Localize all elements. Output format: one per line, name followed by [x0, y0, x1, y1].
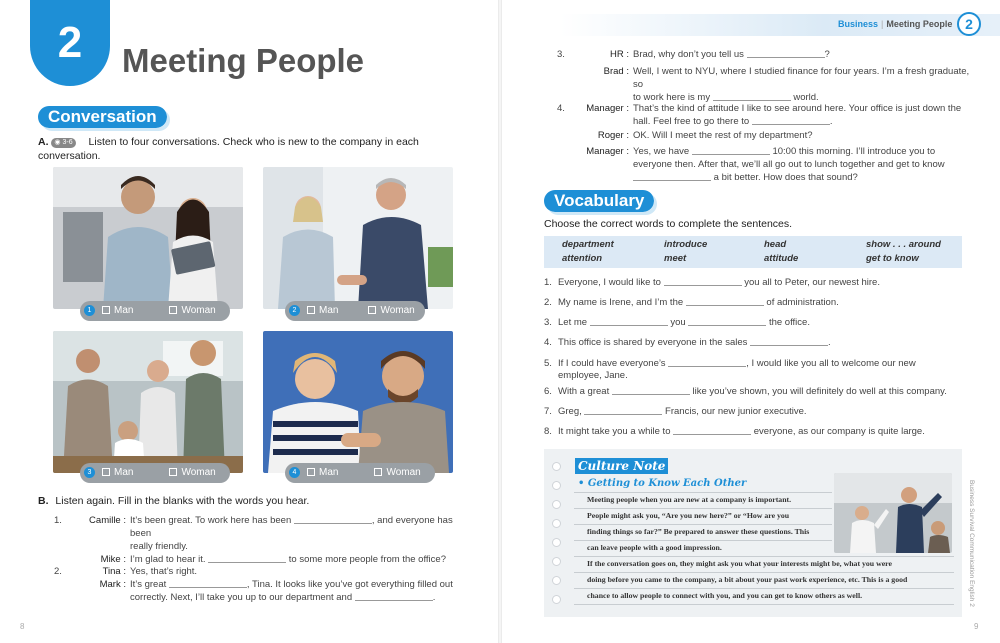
- blank-field[interactable]: [584, 406, 662, 415]
- culture-note-line: People might ask you, “Are you new here?” or “How are you: [587, 511, 790, 520]
- photo-2-checkbar: 2 Man Woman: [285, 301, 425, 321]
- culture-note-line: can leave people with a good impression.: [587, 543, 722, 552]
- photo-2-man-checkbox[interactable]: [307, 306, 315, 314]
- culture-note-heading: Culture Note: [575, 458, 668, 474]
- culture-note-line: Meeting people when you are new at a company is important.: [587, 495, 792, 504]
- blank-field[interactable]: [294, 515, 372, 524]
- vocab-item-4: 4. This office is shared by everyone in the sales .: [544, 337, 831, 348]
- vocab-item-6: 6. With a great like you’ve shown, you will definitely do well at this company.: [544, 386, 947, 397]
- page-number-right: 9: [974, 622, 979, 631]
- word-bank-item: department: [562, 239, 614, 250]
- photo-4-checkbar: 4 Man Woman: [285, 463, 435, 483]
- dialogue-4: 4. Manager : That’s the kind of attitude I like to see around here. Your office is just down the hall. Feel free to go there to . Roger : OK. Will I meet the rest of my department? Manager : Yes, we have 10:00 this morning. I’ll introduce you to everyone then. After that, we’ll all go out to lunch together and get to know a bit better. How does that sound?: [557, 103, 962, 183]
- running-head-chapter-number: 2: [957, 12, 981, 36]
- blank-field[interactable]: [208, 554, 286, 563]
- part-a-letter: A.: [38, 136, 49, 148]
- photo-4-woman-checkbox[interactable]: [374, 468, 382, 476]
- blank-field[interactable]: [169, 579, 247, 588]
- blank-field[interactable]: [668, 358, 746, 367]
- blank-field[interactable]: [633, 172, 711, 181]
- photo-3-office-greeting: [53, 331, 243, 473]
- photo-1-man-checkbox[interactable]: [102, 306, 110, 314]
- culture-note-line: If the conversation goes on, they might ask you what your interests might be, what you were: [587, 559, 892, 568]
- word-bank: [544, 236, 962, 268]
- blank-field[interactable]: [612, 386, 690, 395]
- dialogue-2: 2. Tina : Yes, that’s right. Mark : It’s great , Tina. It looks like you’ve got everything filled out correctly. Next, I’ll take you up to our department and .: [54, 566, 453, 603]
- photo-4-fist-bump: [263, 331, 453, 473]
- blank-field[interactable]: [752, 116, 830, 125]
- part-a-instruction: A. ◉ 3-6 Listen to four conversations. Check who is new to the company in each conversation.: [38, 136, 419, 162]
- photo-2-handshake: [263, 167, 453, 309]
- chapter-number-tab: 2: [30, 0, 110, 86]
- word-bank-item: get to know: [866, 253, 919, 264]
- running-head-text: Business | Meeting People: [838, 19, 953, 29]
- vocab-item-2: 2. My name is Irene, and I’m the of administration.: [544, 297, 839, 308]
- blank-field[interactable]: [664, 277, 742, 286]
- culture-note-line: chance to allow people to connect with you, and you can get to know others as well.: [587, 591, 863, 600]
- culture-note-photo: [834, 473, 952, 553]
- blank-field[interactable]: [355, 592, 433, 601]
- photo-3-man-checkbox[interactable]: [102, 468, 110, 476]
- word-bank-item: introduce: [664, 239, 708, 250]
- photo-3-checkbar: 3 Man Woman: [80, 463, 230, 483]
- page-number-left: 8: [20, 622, 25, 631]
- blank-field[interactable]: [692, 146, 770, 155]
- page-gutter: [498, 0, 502, 643]
- vocabulary-heading: Vocabulary: [544, 190, 654, 212]
- culture-note-subheading: • Getting to Know Each Other: [578, 478, 747, 489]
- vocab-item-5: 5. If I could have everyone’s , I would like you all to welcome our new employee, Jane.: [544, 358, 916, 381]
- notebook-ring: [552, 595, 561, 604]
- notebook-ring: [552, 462, 561, 471]
- blank-field[interactable]: [688, 317, 766, 326]
- photo-4-man-checkbox[interactable]: [307, 468, 315, 476]
- word-bank-item: head: [764, 239, 787, 250]
- conversation-heading: Conversation: [38, 106, 167, 128]
- vocab-item-8: 8. It might take you a while to everyone, as our company is quite large.: [544, 426, 925, 437]
- culture-note-line: doing before you came to the company, a bit about your past work experience, etc. This is a good: [587, 575, 908, 584]
- culture-note-line: finding things so far?” Be prepared to answer these questions. This: [587, 527, 810, 536]
- vocab-item-3: 3. Let me you the office.: [544, 317, 810, 328]
- vocab-item-1: 1. Everyone, I would like to you all to Peter, our newest hire.: [544, 277, 880, 288]
- blank-field[interactable]: [713, 92, 791, 101]
- notebook-ring: [552, 519, 561, 528]
- notebook-ring: [552, 500, 561, 509]
- photo-2-woman-checkbox[interactable]: [368, 306, 376, 314]
- vocabulary-instruction: Choose the correct words to complete the sentences.: [544, 218, 793, 230]
- audio-track-badge[interactable]: ◉ 3-6: [51, 138, 75, 148]
- word-bank-item: attention: [562, 253, 603, 264]
- notebook-ring: [552, 576, 561, 585]
- word-bank-item: show . . . around: [866, 239, 941, 250]
- blank-field[interactable]: [673, 426, 751, 435]
- dialogue-3: 3. HR : Brad, why don’t you tell us ? Brad : Well, I went to NYU, where I studied finance for four years. I’m a fresh graduate, so to work here is my world.: [557, 49, 970, 103]
- chapter-title: Meeting People: [122, 42, 365, 79]
- word-bank-item: attitude: [764, 253, 799, 264]
- photo-1-tablet-meeting: [53, 167, 243, 309]
- rule-line: [574, 604, 954, 605]
- photo-1-woman-checkbox[interactable]: [169, 306, 177, 314]
- spine-text: Business Survival Communication English 2: [968, 480, 975, 607]
- photo-3-woman-checkbox[interactable]: [169, 468, 177, 476]
- part-b-instruction: B. Listen again. Fill in the blanks with the words you hear.: [38, 495, 310, 507]
- blank-field[interactable]: [686, 297, 764, 306]
- photo-1-checkbar: 1 Man Woman: [80, 301, 230, 321]
- notebook-ring: [552, 481, 561, 490]
- dialogue-1: 1. Camille : It’s been great. To work here has been , and everyone has been really friendly. Mike : I’m glad to hear it. to some more people from the office?: [54, 515, 453, 565]
- notebook-ring: [552, 538, 561, 547]
- blank-field[interactable]: [590, 317, 668, 326]
- notebook-ring: [552, 557, 561, 566]
- blank-field[interactable]: [747, 49, 825, 58]
- vocab-item-7: 7. Greg, Francis, our new junior executive.: [544, 406, 807, 417]
- word-bank-item: meet: [664, 253, 687, 264]
- blank-field[interactable]: [750, 337, 828, 346]
